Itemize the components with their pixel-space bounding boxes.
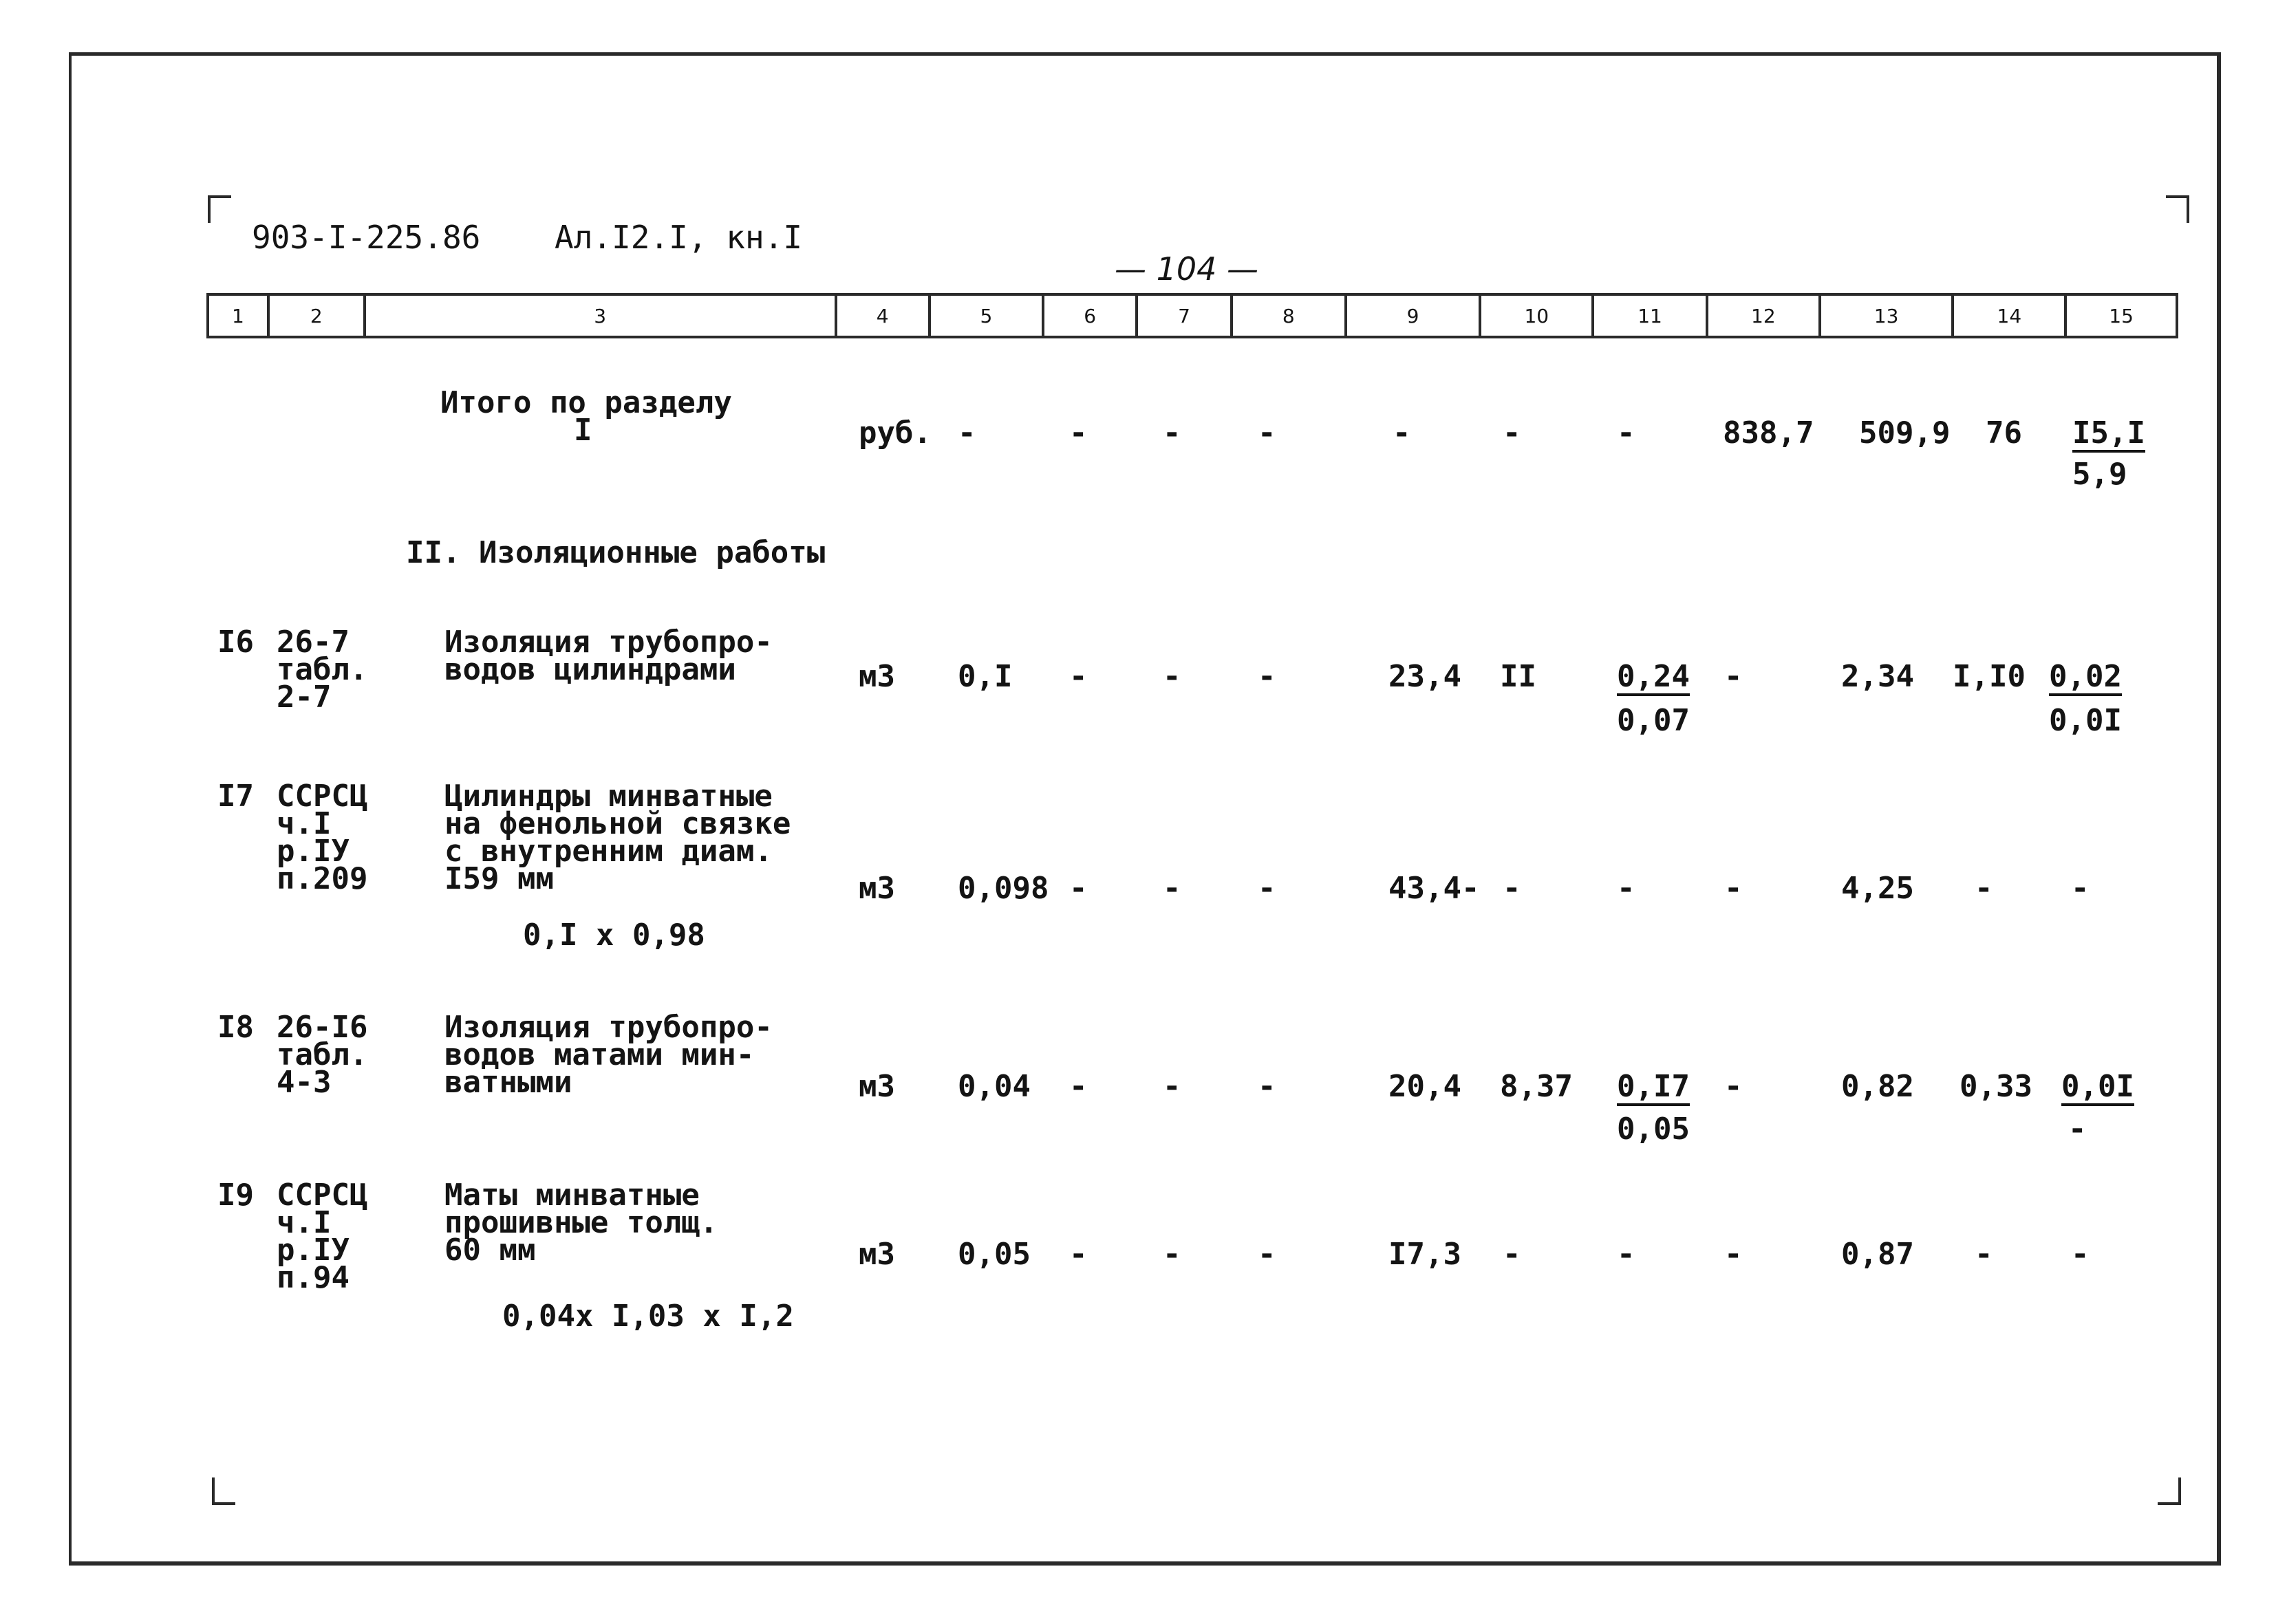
row-cell-denominator: 0,05 — [1617, 1112, 1690, 1147]
row-cell: - — [1724, 1237, 1743, 1272]
row-description: водов цилиндрами — [444, 652, 736, 687]
row-reference: табл. — [277, 1037, 368, 1072]
row-cell: - — [1069, 1069, 1088, 1104]
row-reference: 4-3 — [277, 1065, 332, 1100]
column-header: 3 — [366, 296, 837, 336]
column-header: 9 — [1347, 296, 1482, 336]
column-header: 12 — [1708, 296, 1821, 336]
row-cell: - — [1724, 659, 1743, 694]
row-cell: - — [1163, 659, 1181, 694]
row-description: Изоляция трубопро- — [444, 1010, 773, 1045]
row-description: на фенольной связке — [444, 806, 791, 841]
total-cell-numerator: I5,I — [2072, 417, 2145, 453]
total-cell: - — [1258, 415, 1276, 451]
row-cell: - — [1724, 871, 1743, 906]
column-header: 11 — [1594, 296, 1708, 336]
document-code: 903-I-225.86 — [252, 219, 481, 256]
row-cell: - — [1975, 1237, 1993, 1272]
row-reference: табл. — [277, 652, 368, 687]
row-cell: 43,4- — [1388, 871, 1480, 906]
row-cell: 0,87 — [1841, 1237, 1914, 1272]
row-cell: - — [1163, 871, 1181, 906]
total-cell: - — [1393, 415, 1411, 451]
row-reference: ч.I — [277, 806, 332, 841]
column-header: 2 — [270, 296, 366, 336]
total-label-section: I — [574, 413, 592, 448]
row-cell: - — [1258, 659, 1276, 694]
row-cell: - — [1503, 871, 1521, 906]
row-description: Маты минватные — [444, 1178, 700, 1213]
corner-mark-bottom-right — [2158, 1477, 2181, 1505]
row-reference: п.94 — [277, 1260, 350, 1295]
row-quantity: 0,04 — [958, 1069, 1031, 1104]
column-header: 14 — [1954, 296, 2067, 336]
total-unit: руб. — [859, 415, 932, 451]
row-cell: I,I0 — [1953, 659, 2026, 694]
total-cell: 509,9 — [1859, 415, 1951, 451]
column-header: 4 — [837, 296, 931, 336]
row-description: 60 мм — [444, 1233, 536, 1268]
row-cell: 20,4 — [1388, 1069, 1461, 1104]
row-reference: 26-I6 — [277, 1010, 368, 1045]
column-header: 5 — [931, 296, 1045, 336]
row-cell: 23,4 — [1388, 659, 1461, 694]
row-cell: II — [1500, 659, 1536, 694]
row-calculation: 0,I x 0,98 — [523, 918, 705, 953]
total-cell: - — [1069, 415, 1088, 451]
row-cell-numerator: 0,0I — [2061, 1070, 2134, 1106]
row-cell: - — [1163, 1069, 1181, 1104]
total-cell: 76 — [1986, 415, 2022, 451]
corner-mark-top-right — [2166, 195, 2189, 223]
row-cell: 4,25 — [1841, 871, 1914, 906]
corner-mark-bottom-left — [212, 1477, 235, 1505]
row-quantity: 0,I — [958, 659, 1013, 694]
section-title: II. Изоляционные работы — [406, 535, 826, 570]
row-number: I6 — [217, 625, 254, 660]
row-unit: м3 — [859, 871, 895, 906]
row-cell-denominator: 0,0I — [2049, 703, 2122, 738]
row-cell: - — [1258, 871, 1276, 906]
row-unit: м3 — [859, 1069, 895, 1104]
row-calculation: 0,04x I,03 x I,2 — [502, 1299, 794, 1334]
column-header: 1 — [209, 296, 270, 336]
row-cell: 0,33 — [1960, 1069, 2032, 1104]
row-cell: - — [1069, 1237, 1088, 1272]
row-cell: - — [1724, 1069, 1743, 1104]
row-description: прошивные толщ. — [444, 1205, 718, 1240]
row-cell: - — [1163, 1237, 1181, 1272]
row-cell-denominator: - — [2068, 1112, 2087, 1147]
column-header: 10 — [1481, 296, 1594, 336]
row-reference: ССРСЦ — [277, 1178, 368, 1213]
row-cell: - — [1975, 871, 1993, 906]
row-cell: - — [1069, 871, 1088, 906]
row-number: I7 — [217, 779, 254, 814]
row-cell-denominator: 0,07 — [1617, 703, 1690, 738]
row-reference: п.209 — [277, 861, 368, 896]
row-cell: - — [1617, 871, 1635, 906]
row-reference: ССРСЦ — [277, 779, 368, 814]
row-reference: 26-7 — [277, 625, 350, 660]
column-header: 15 — [2109, 304, 2134, 327]
column-header: 7 — [1138, 296, 1233, 336]
row-cell-numerator: 0,I7 — [1617, 1070, 1690, 1106]
total-cell: - — [958, 415, 976, 451]
row-reference: р.IУ — [277, 1233, 350, 1268]
page-number: — 104 — — [1115, 250, 1259, 288]
row-number: I9 — [217, 1178, 254, 1213]
row-cell: I7,3 — [1388, 1237, 1461, 1272]
corner-mark-top-left — [208, 195, 231, 223]
row-cell: 8,37 — [1500, 1069, 1573, 1104]
row-reference: 2-7 — [277, 680, 332, 715]
row-number: I8 — [217, 1010, 254, 1045]
row-quantity: 0,098 — [958, 871, 1049, 906]
row-cell: - — [1258, 1237, 1276, 1272]
row-cell: - — [1617, 1237, 1635, 1272]
total-cell: 838,7 — [1723, 415, 1814, 451]
row-description: Изоляция трубопро- — [444, 625, 773, 660]
row-description: ватными — [444, 1065, 572, 1100]
row-cell: - — [2071, 1237, 2090, 1272]
row-unit: м3 — [859, 659, 895, 694]
row-cell-numerator: 0,02 — [2049, 660, 2122, 696]
column-header: 13 — [1821, 296, 1955, 336]
row-reference: р.IУ — [277, 834, 350, 869]
row-description: I59 мм — [444, 861, 554, 896]
total-cell: - — [1163, 415, 1181, 451]
column-header: 8 — [1233, 296, 1347, 336]
row-cell: - — [2071, 871, 2090, 906]
row-cell: - — [1258, 1069, 1276, 1104]
row-reference: ч.I — [277, 1205, 332, 1240]
column-header: 6 — [1044, 296, 1138, 336]
row-quantity: 0,05 — [958, 1237, 1031, 1272]
row-unit: м3 — [859, 1237, 895, 1272]
total-label: Итого по разделу — [440, 385, 732, 420]
row-cell: - — [1503, 1237, 1521, 1272]
row-cell: 0,82 — [1841, 1069, 1914, 1104]
row-description: Цилиндры минватные — [444, 779, 773, 814]
row-cell: 2,34 — [1841, 659, 1914, 694]
row-description: с внутренним диам. — [444, 834, 773, 869]
total-cell-denominator: 5,9 — [2072, 457, 2127, 492]
column-header-row — [206, 293, 2178, 338]
row-description: водов матами мин- — [444, 1037, 755, 1072]
row-cell-numerator: 0,24 — [1617, 660, 1690, 696]
row-cell: - — [1069, 659, 1088, 694]
total-cell: - — [1617, 415, 1635, 451]
album-reference: Ал.I2.I, кн.I — [555, 219, 803, 256]
total-cell: - — [1503, 415, 1521, 451]
